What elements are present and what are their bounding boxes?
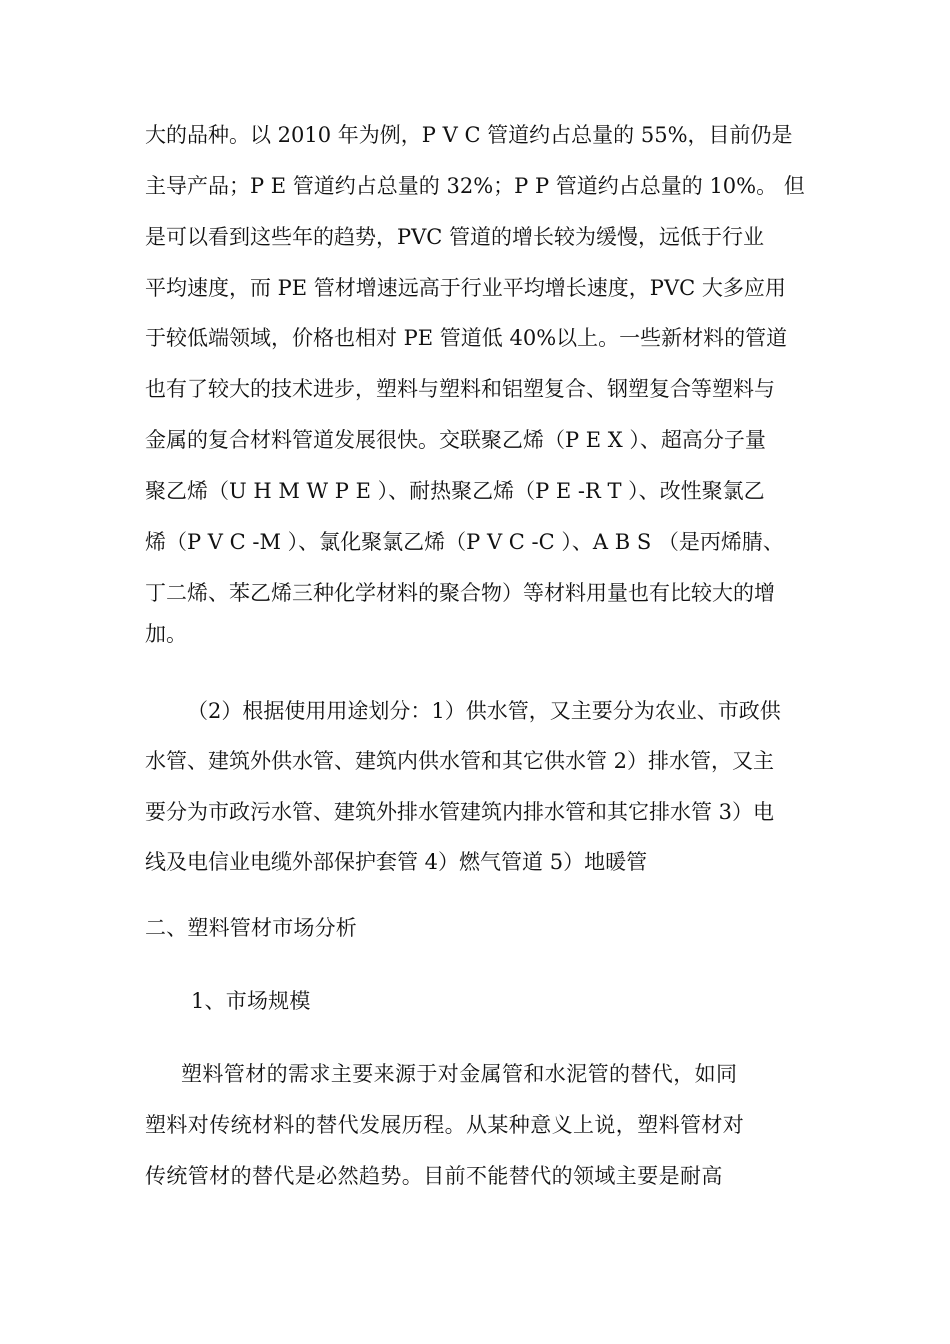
paragraph-line: 大的品种。以 2010 年为例，P V C 管道约占总量的 55%，目前仍是 (145, 123, 793, 147)
paragraph-line: 加。 (145, 622, 187, 646)
paragraph-line: （2）根据使用用途划分：1）供水管，又主要分为农业、市政供 (187, 699, 781, 723)
paragraph-line: 丁二烯、苯乙烯三种化学材料的聚合物）等材料用量也有比较大的增 (145, 581, 775, 605)
paragraph-line: 是可以看到这些年的趋势，PVC 管道的增长较为缓慢，远低于行业 (145, 225, 765, 249)
paragraph-line: 烯（P V C -M ）、氯化聚氯乙烯（P V C -C ）、A B S （是丙烯腈、 (145, 530, 784, 554)
paragraph-line: 主导产品；P E 管道约占总量的 32%；P P 管道约占总量的 10%。 但 (145, 174, 805, 198)
paragraph-line: 金属的复合材料管道发展很快。交联聚乙烯（P E X ）、超高分子量 (145, 428, 766, 452)
paragraph-line: 聚乙烯（U H M W P E ）、耐热聚乙烯（P E -R T ）、改性聚氯乙 (145, 479, 765, 503)
paragraph-line: 于较低端领域，价格也相对 PE 管道低 40%以上。一些新材料的管道 (145, 326, 788, 350)
paragraph-line: 传统管材的替代是必然趋势。目前不能替代的领域主要是耐高 (145, 1164, 723, 1188)
section-heading: 二、塑料管材市场分析 (145, 916, 357, 940)
paragraph-line: 塑料对传统材料的替代发展历程。从某种意义上说，塑料管材对 (145, 1113, 745, 1137)
paragraph-line: 线及电信业电缆外部保护套管 4）燃气管道 5）地暖管 (145, 850, 648, 874)
paragraph-line: 也有了较大的技术进步，塑料与塑料和铝塑复合、钢塑复合等塑料与 (145, 377, 775, 401)
paragraph-line: 平均速度，而 PE 管材增速远高于行业平均增长速度，PVC 大多应用 (145, 276, 786, 300)
subheading: 1、市场规模 (191, 989, 311, 1013)
paragraph-line: 要分为市政污水管、建筑外排水管建筑内排水管和其它排水管 3）电 (145, 800, 775, 824)
paragraph-line: 水管、建筑外供水管、建筑内供水管和其它供水管 2）排水管，又主 (145, 749, 775, 773)
paragraph-line: 塑料管材的需求主要来源于对金属管和水泥管的替代，如同 (181, 1062, 738, 1086)
